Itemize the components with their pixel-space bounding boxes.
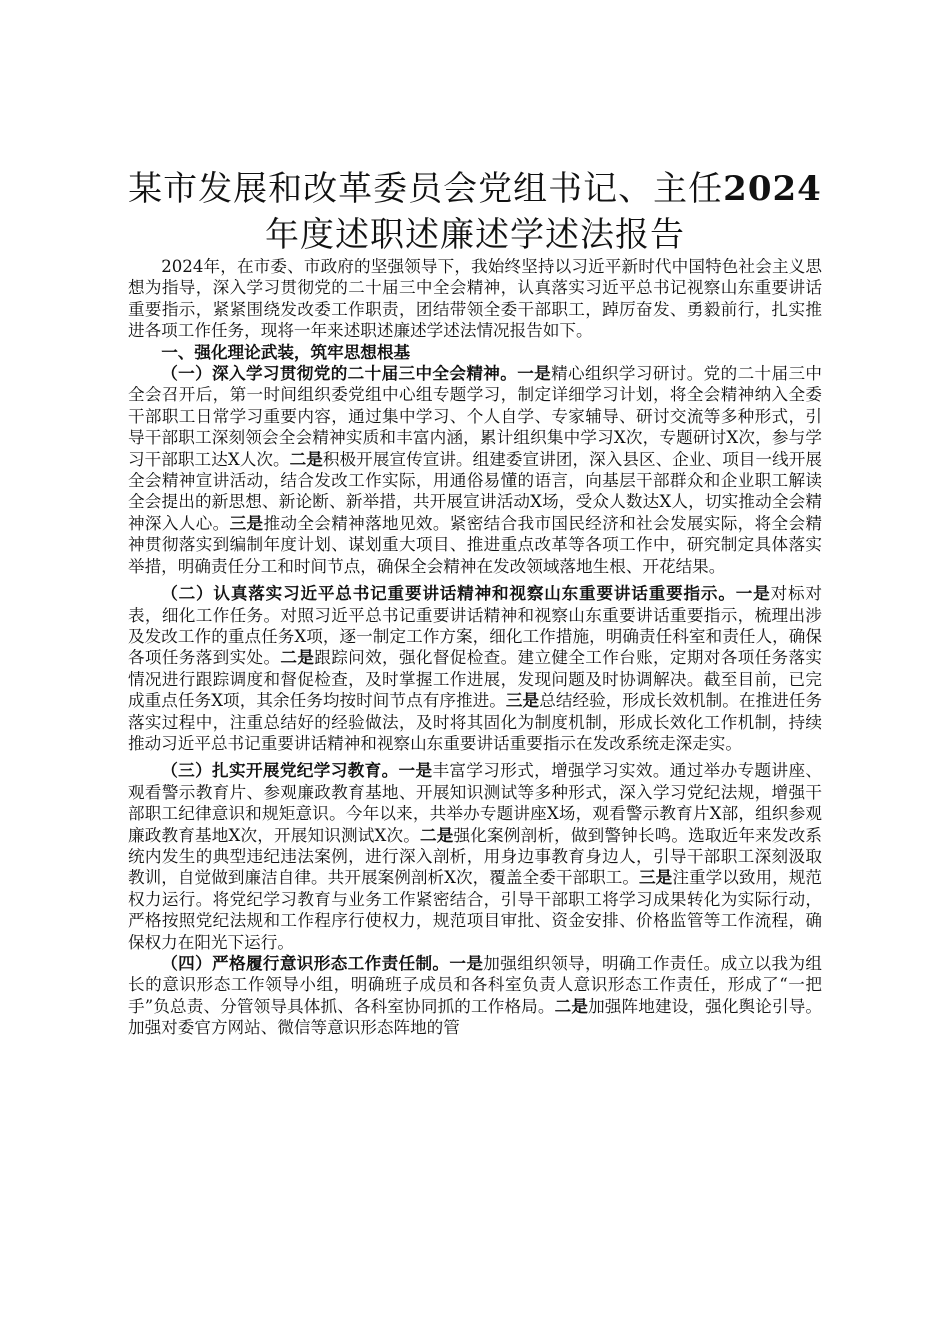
title-year: 2024 xyxy=(723,169,822,209)
subsection-paragraph xyxy=(128,583,822,754)
point-lead: 一是 xyxy=(735,583,771,604)
point-lead: 一是 xyxy=(398,760,433,781)
section-heading: 一、强化理论武装，筑牢思想根基 xyxy=(161,341,411,362)
point-lead: 三是 xyxy=(505,690,540,711)
point-text: 精心组织学习研讨。党的二十届三中全会召开后，第一时间组织委党组中心组专题学习，制定详细学习计划，将全会精神纳入全委干部职工日常学习重要内容，通过集中学习、个人自学、专家辅导、研讨交流等多种形式，引导干部职工深刻领会全会精神实质和丰富内涵，累计组织集中学习X次，专题研讨X次，参与学习干部职工达X人次。 xyxy=(128,364,822,469)
document-body xyxy=(128,256,822,1039)
point-text: 跟踪问效，强化督促检查。建立健全工作台账，定期对各项任务落实情况进行跟踪调度和督促检查，及时掌握工作进展，发现问题及时协调解决。截至目前，已完成重点任务X项，其余任务均按时间节点有序推进。 xyxy=(128,648,823,711)
point-text: 对标对表，细化工作任务。对照习近平总书记重要讲话精神和视察山东重要讲话重要指示，梳理出涉及发改工作的重点任务X项，逐一制定工作方案，细化工作措施，明确责任科室和责任人，确保各项任务落到实处。 xyxy=(128,584,823,668)
subsection-paragraph xyxy=(128,953,822,1039)
subsection-title: （四）严格履行意识形态工作责任制。 xyxy=(161,953,450,973)
subsection-title: （二）认真落实习近平总书记重要讲话精神和视察山东重要讲话重要指示。 xyxy=(161,583,736,604)
subsection-title: （三）扎实开展党纪学习教育。 xyxy=(161,760,399,781)
point-lead: 一是 xyxy=(449,953,484,973)
title-line2: 年度述职述廉述学述法报告 xyxy=(265,215,685,255)
point-text: 推动全会精神落地见效。紧密结合我市国民经济和社会发展实际，将全会精神贯彻落实到编制年度计划、谋划重大项目、推进重点改革等各项工作中，研究制定具体落实举措，明确责任分工和时间节点，确保全会精神在发改领域落地生根、开花结果。 xyxy=(128,513,823,576)
point-lead: 二是 xyxy=(280,647,315,668)
intro-paragraph: 2024年，在市委、市政府的坚强领导下，我始终坚持以习近平新时代中国特色社会主义思想为指导，深入学习贯彻党的二十届三中全会精神，认真落实习近平总书记视察山东重要讲话重要指示，紧紧围绕发改委工作职责，团结带领全委干部职工，踔厉奋发、勇毅前行，扎实推进各项工作任务，现将一年来述职述廉述学述法情况报告如下。 xyxy=(128,257,822,341)
point-text: 强化案例剖析，做到警钟长鸣。选取近年来发改系统内发生的典型违纪违法案例，进行深入剖析，用身边事教育身边人，引导干部职工深刻汲取教训，自觉做到廉洁自律。共开展案例剖析X次，覆盖全委干部职工。 xyxy=(128,825,822,888)
point-text: 总结经验，形成长效机制。在推进任务落实过程中，注重总结好的经验做法，及时将其固化为制度机制，形成长效化工作机制，持续推动习近平总书记重要讲话精神和视察山东重要讲话重要指示在发改系统走深走实。 xyxy=(128,691,823,753)
point-lead: 三是 xyxy=(639,867,673,888)
point-text: 丰富学习形式，增强学习实效。通过举办专题讲座、观看警示教育片、参观廉政教育基地、开展知识测试等多种形式，深入学习党纪法规，增强干部职工纪律意识和规矩意识。今年以来，共举办专题讲座X场，观看警示教育片X部，组织参观廉政教育基地X次，开展知识测试X次。 xyxy=(128,761,822,845)
point-text: 加强组织领导，明确工作责任。成立以我为组长的意识形态工作领导小组，明确班子成员和各科室负责人意识形态工作责任，形成了“一把手”负总责、分管领导具体抓、各科室协同抓的工作格局。 xyxy=(128,954,822,1016)
point-lead: 一是 xyxy=(517,363,552,384)
point-lead: 二是 xyxy=(420,824,454,845)
subsection-paragraph xyxy=(128,363,822,577)
title-line1: 某市发展和改革委员会党组书记、主任 xyxy=(128,169,724,209)
point-lead: 三是 xyxy=(229,512,264,533)
point-lead: 二是 xyxy=(289,448,323,469)
point-text: 积极开展宣传宣讲。组建委宣讲团，深入县区、企业、项目一线开展全会精神宣讲活动，结合发改工作实际，用通俗易懂的语言，向基层干部群众和企业职工解读全会提出的新思想、新论断、新举措，共开展宣讲活动X场，受众人数达X人，切实推动全会精神深入人心。 xyxy=(128,449,822,533)
point-lead: 二是 xyxy=(554,995,589,1016)
subsection-title: （一）深入学习贯彻党的二十届三中全会精神。 xyxy=(161,363,518,384)
subsection-paragraph xyxy=(128,760,822,953)
point-text: 加强阵地建设，强化舆论引导。加强对委官方网站、微信等意识形态阵地的管 xyxy=(128,996,823,1038)
page-title xyxy=(100,166,850,258)
point-text: 注重学以致用，规范权力运行。将党纪学习教育与业务工作紧密结合，引导干部职工将学习成果转化为实际行动，严格按照党纪法规和工作程序行使权力，规范项目审批、资金安排、价格监管等工作流程，确保权力在阳光下运行。 xyxy=(128,868,823,952)
